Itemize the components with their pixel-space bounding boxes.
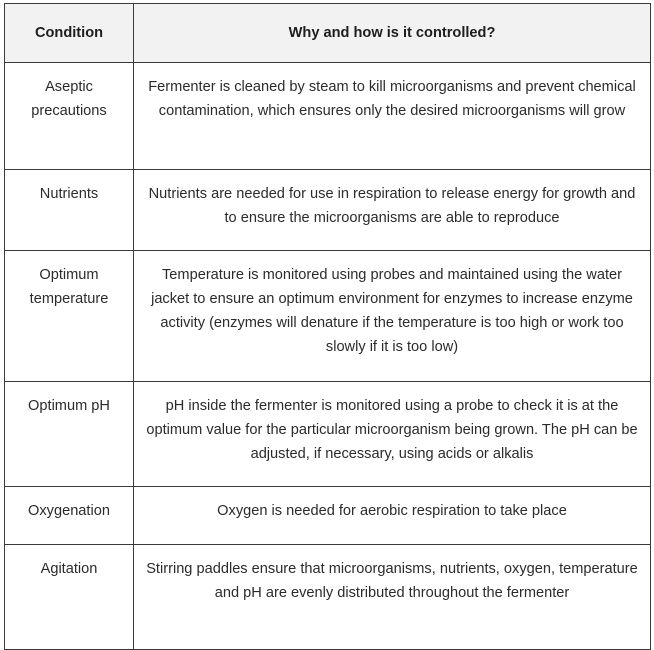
table-header bbox=[5, 4, 651, 63]
table-row bbox=[5, 63, 651, 170]
description-cell: Temperature is monitored using probes and maintained using the water jacket to ensure an optimum environment for enzymes to increase enzyme activity (enzymes will denature if the temperature is too high or work too slowly if it is too low) bbox=[134, 251, 651, 382]
condition-cell: Oxygenation bbox=[5, 487, 134, 545]
description-cell: Fermenter is cleaned by steam to kill microorganisms and prevent chemical contamination, which ensures only the desired microorganisms will grow bbox=[134, 63, 651, 170]
table-row bbox=[5, 251, 651, 382]
condition-cell: Optimum pH bbox=[5, 382, 134, 487]
description-cell: Oxygen is needed for aerobic respiration to take place bbox=[134, 487, 651, 545]
table-row bbox=[5, 170, 651, 251]
table-body bbox=[5, 63, 651, 650]
description-cell: Nutrients are needed for use in respiration to release energy for growth and to ensure the microorganisms are able to reproduce bbox=[134, 170, 651, 251]
table-row bbox=[5, 487, 651, 545]
description-cell: pH inside the fermenter is monitored using a probe to check it is at the optimum value for the particular microorganism being grown. The pH can be adjusted, if necessary, using acids or alkalis bbox=[134, 382, 651, 487]
description-cell: Stirring paddles ensure that microorganisms, nutrients, oxygen, temperature and pH are evenly distributed throughout the fermenter bbox=[134, 545, 651, 650]
table-row bbox=[5, 545, 651, 650]
fermenter-conditions-table bbox=[4, 3, 651, 650]
condition-cell: Aseptic precautions bbox=[5, 63, 134, 170]
table-row bbox=[5, 382, 651, 487]
header-condition: Condition bbox=[5, 4, 134, 63]
condition-cell: Nutrients bbox=[5, 170, 134, 251]
condition-cell: Agitation bbox=[5, 545, 134, 650]
header-why-how: Why and how is it controlled? bbox=[134, 4, 651, 63]
header-row bbox=[5, 4, 651, 63]
condition-cell: Optimum temperature bbox=[5, 251, 134, 382]
